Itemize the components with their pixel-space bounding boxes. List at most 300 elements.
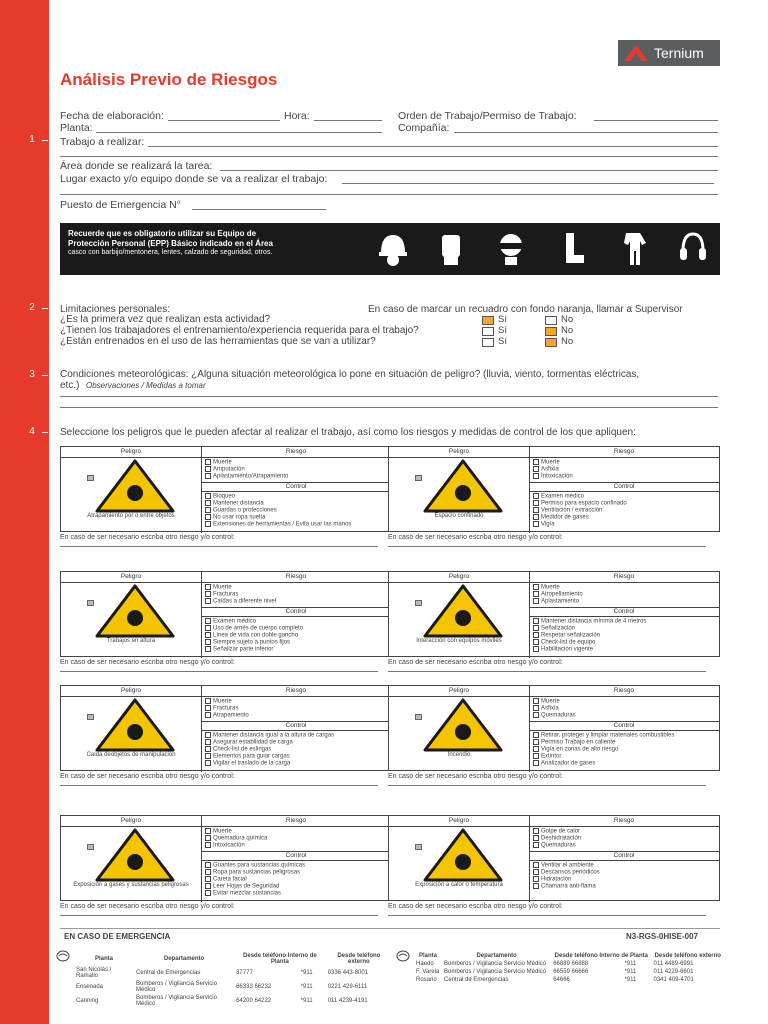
control-item[interactable]	[533, 883, 596, 890]
control-item[interactable]	[533, 507, 602, 514]
epp-banner	[60, 223, 720, 275]
otro-riesgo-input[interactable]	[60, 915, 378, 916]
control-item[interactable]	[205, 618, 256, 625]
coverall-icon	[618, 231, 648, 267]
control-label: Check-list de eslingas	[213, 746, 272, 753]
page-title: Análisis Previo de Riesgos	[60, 70, 278, 89]
riesgo-label: Asfixia	[541, 705, 559, 712]
control-label: Careta facial	[213, 876, 247, 883]
question-3: ¿Están entrenados en el uso de las herramientas que se van a utilizar?	[60, 336, 376, 347]
column-divider	[529, 816, 530, 902]
riesgo-header: Riesgo	[613, 448, 635, 455]
hazard-name: Exposición a gases y sustancias peligrosas	[73, 882, 189, 888]
riesgo-label: Quemaduras	[541, 842, 576, 849]
control-item[interactable]	[205, 507, 277, 514]
control-item[interactable]	[205, 869, 300, 876]
logo-mark-icon	[622, 43, 650, 63]
riesgo-checkbox[interactable]	[205, 598, 211, 604]
hazard-name: Interacción con equipos móviles	[416, 638, 502, 644]
control-checkbox[interactable]	[205, 500, 211, 506]
control-checkbox[interactable]	[533, 514, 539, 520]
table-cell: Bomberos / Vigilancia Servicio Médico	[136, 981, 217, 993]
table-cell: *911	[300, 998, 313, 1004]
hazard-warning-sign-icon	[95, 828, 175, 882]
riesgo-item[interactable]	[533, 598, 579, 605]
column-divider	[201, 447, 202, 533]
control-checkbox[interactable]	[533, 876, 539, 882]
planta-input[interactable]	[96, 132, 382, 133]
boots-icon	[558, 231, 588, 267]
riesgo-item[interactable]	[205, 705, 238, 712]
hora-input[interactable]	[314, 120, 382, 121]
table-cell: Haedo	[416, 961, 434, 967]
control-label: Examen médico	[213, 618, 257, 625]
meteo-obs-label: Observaciones / Medidas a tomar	[86, 381, 206, 390]
control-item[interactable]	[533, 500, 627, 507]
control-label: Uso de arnés de cuerpo completo	[213, 625, 304, 632]
table-header-cell: Departamento	[476, 953, 517, 959]
hazard-checkbox[interactable]	[87, 475, 94, 481]
control-item[interactable]	[205, 521, 351, 528]
otro-riesgo-label: En caso de ser necesario escriba otro riesgo y/o control:	[388, 659, 563, 666]
riesgo-checkbox[interactable]	[533, 466, 539, 472]
control-checkbox[interactable]	[533, 639, 539, 645]
control-checkbox[interactable]	[205, 876, 211, 882]
section-tick	[42, 140, 48, 141]
hazard-warning-sign-icon	[423, 698, 503, 752]
section-number-4: 4	[29, 426, 35, 437]
riesgo-label: Atrapamiento	[213, 712, 249, 719]
hazard-warning-sign-icon	[423, 584, 503, 638]
control-checkbox[interactable]	[533, 625, 539, 631]
ear-protection-icon	[678, 231, 708, 267]
table-row	[74, 994, 392, 1008]
control-item[interactable]	[205, 890, 281, 897]
control-header: Control	[285, 722, 307, 729]
control-checkbox[interactable]	[533, 732, 539, 738]
riesgo-checkbox[interactable]	[205, 584, 211, 590]
control-label: Mantener distancia mínima de 4 metros	[541, 618, 647, 625]
riesgo-checkbox[interactable]	[205, 466, 211, 472]
control-checkbox[interactable]	[533, 862, 539, 868]
riesgo-checkbox[interactable]	[205, 459, 211, 465]
riesgo-item[interactable]	[533, 842, 576, 849]
emergency-title: EN CASO DE EMERGENCIA	[64, 932, 171, 941]
q3-si-checkbox[interactable]	[482, 338, 494, 347]
hazard-block	[60, 685, 392, 771]
table-cell: 011 4229-6601	[653, 969, 694, 975]
control-checkbox[interactable]	[533, 632, 539, 638]
riesgo-item[interactable]	[205, 584, 232, 591]
control-label: Bloqueo	[213, 493, 236, 500]
control-checkbox[interactable]	[205, 521, 211, 527]
table-header-cell: Desde teléfono Interno de Planta	[554, 953, 649, 959]
control-header: Control	[285, 852, 307, 859]
left-red-bar	[0, 0, 49, 1024]
control-checkbox[interactable]	[205, 739, 211, 745]
hazard-checkbox[interactable]	[415, 475, 422, 481]
column-divider	[529, 447, 530, 533]
control-label: Leer Hojas de Seguridad	[213, 883, 280, 890]
control-header: Control	[613, 722, 635, 729]
control-item[interactable]	[533, 862, 594, 869]
control-checkbox[interactable]	[205, 493, 211, 499]
table-cell: 0221 429-6111	[327, 984, 368, 990]
riesgo-header: Riesgo	[613, 687, 635, 694]
control-divider	[529, 616, 719, 617]
hazard-block	[60, 571, 392, 657]
control-checkbox[interactable]	[205, 862, 211, 868]
q1-no-checkbox[interactable]	[545, 316, 557, 325]
orden-input[interactable]	[594, 120, 718, 121]
riesgo-checkbox[interactable]	[533, 705, 539, 711]
riesgo-item[interactable]	[205, 828, 232, 835]
control-item[interactable]	[533, 639, 595, 646]
otro-riesgo-input[interactable]	[60, 785, 378, 786]
lugar-input-2[interactable]	[60, 194, 718, 195]
section-tick	[42, 308, 48, 309]
table-header-cell: Planta	[94, 956, 113, 962]
control-checkbox[interactable]	[533, 646, 539, 652]
control-label: Chamarra anti-flama	[541, 883, 596, 890]
riesgo-item[interactable]	[533, 712, 576, 719]
control-item[interactable]	[205, 646, 273, 653]
meteo-etc: etc.)	[60, 380, 80, 391]
phone-icon	[56, 950, 70, 962]
riesgo-item[interactable]	[205, 591, 238, 598]
table-cell: Rosario	[416, 977, 437, 983]
control-checkbox[interactable]	[205, 753, 211, 759]
limitaciones-title: Limitaciones personales:	[60, 304, 171, 315]
peligro-header: Peligro	[120, 448, 142, 455]
control-item[interactable]	[533, 732, 674, 739]
control-label: Mantener distancia	[213, 500, 264, 507]
control-checkbox[interactable]	[205, 618, 211, 624]
question-2: ¿Tienen los trabajadores el entrenamiento/experiencia requerida para el trabajo?	[60, 325, 419, 336]
planta-label: Planta:	[60, 122, 93, 134]
control-checkbox[interactable]	[533, 739, 539, 745]
control-checkbox[interactable]	[533, 883, 539, 889]
control-checkbox[interactable]	[533, 507, 539, 513]
otro-riesgo-input[interactable]	[60, 546, 378, 547]
riesgo-checkbox[interactable]	[205, 842, 211, 848]
section-tick	[42, 375, 48, 376]
riesgo-checkbox[interactable]	[205, 698, 211, 704]
question-1: ¿Es la primera vez que realizan esta actividad?	[60, 314, 271, 325]
document-code: N3-RGS-0HISE-007	[626, 932, 699, 941]
control-item[interactable]	[533, 760, 595, 767]
riesgo-item[interactable]	[205, 698, 232, 705]
riesgo-label: Intoxicación	[541, 473, 573, 480]
control-checkbox[interactable]	[205, 639, 211, 645]
riesgo-checkbox[interactable]	[205, 705, 211, 711]
trabajo-input[interactable]	[148, 146, 718, 147]
header-divider	[61, 826, 391, 827]
hazard-name: Incendio	[447, 752, 471, 758]
hazard-checkbox[interactable]	[87, 714, 94, 720]
riesgo-label: Quemadura química	[213, 835, 268, 842]
control-item[interactable]	[533, 493, 584, 500]
trabajo-input-2[interactable]	[60, 156, 718, 157]
area-label: Área donde se realizará la tarea:	[60, 160, 213, 172]
riesgo-item[interactable]	[205, 466, 245, 473]
control-item[interactable]	[205, 746, 271, 753]
otro-riesgo-label: En caso de ser necesario escriba otro riesgo y/o control:	[60, 534, 235, 541]
q3-no-checkbox[interactable]	[545, 338, 557, 347]
control-item[interactable]	[205, 632, 298, 639]
riesgo-item[interactable]	[533, 705, 559, 712]
table-cell: 64666	[553, 977, 570, 983]
puesto-input[interactable]	[192, 209, 326, 210]
control-label: Analizador de gases	[541, 760, 596, 767]
control-item[interactable]	[205, 862, 305, 869]
control-label: Hidratación	[541, 876, 572, 883]
control-checkbox[interactable]	[205, 890, 211, 896]
table-row	[414, 968, 724, 976]
riesgo-checkbox[interactable]	[533, 828, 539, 834]
control-label: Guantes para sustancias químicas	[213, 862, 306, 869]
control-label: Extintor	[541, 753, 562, 760]
fecha-input[interactable]	[168, 120, 280, 121]
control-checkbox[interactable]	[533, 618, 539, 624]
riesgo-header: Riesgo	[285, 817, 307, 824]
table-cell: *911	[300, 984, 313, 990]
otro-riesgo-input[interactable]	[60, 671, 378, 672]
compania-label: Compañía:	[398, 122, 450, 134]
riesgo-label: Intoxicación	[213, 842, 245, 849]
riesgo-checkbox[interactable]	[205, 828, 211, 834]
riesgo-checkbox[interactable]	[533, 584, 539, 590]
control-checkbox[interactable]	[205, 507, 211, 513]
control-item[interactable]	[205, 732, 334, 739]
control-label: Evitar mezclar sustancias	[213, 890, 282, 897]
hazard-checkbox[interactable]	[415, 844, 422, 850]
riesgo-item[interactable]	[533, 473, 573, 480]
meteo-input-1[interactable]	[60, 396, 718, 397]
header-divider	[61, 696, 391, 697]
riesgo-label: Caídas a diferente nivel	[213, 598, 277, 605]
control-label: Respetar señalización	[541, 632, 601, 639]
control-checkbox[interactable]	[533, 869, 539, 875]
riesgo-item[interactable]	[533, 466, 559, 473]
riesgo-label: Quemaduras	[541, 712, 576, 719]
control-header: Control	[613, 852, 635, 859]
hazard-checkbox[interactable]	[415, 600, 422, 606]
epp-line-3: casco con barbijo/mentonera, lentes, calzado de seguridad, otros.	[68, 249, 273, 256]
riesgo-checkbox[interactable]	[205, 473, 211, 479]
peligros-intro: Seleccione los peligros que le pueden afectar al realizar el trabajo, así como los riesgos y medidas de control de los que apliquen:	[60, 427, 636, 438]
table-header-cell: Desde teléfono externo	[654, 953, 721, 959]
q1-si-checkbox[interactable]	[482, 316, 494, 325]
control-item[interactable]	[205, 493, 235, 500]
q3-si-label: Sí	[498, 336, 507, 347]
control-checkbox[interactable]	[205, 746, 211, 752]
control-checkbox[interactable]	[205, 632, 211, 638]
riesgo-checkbox[interactable]	[205, 835, 211, 841]
compania-input[interactable]	[454, 132, 718, 133]
control-label: Línea de vida con doble gancho	[213, 632, 299, 639]
control-label: Habilitación vigente	[541, 646, 594, 653]
control-item[interactable]	[205, 625, 303, 632]
table-cell: 64200 64222	[236, 998, 272, 1004]
riesgo-item[interactable]	[533, 459, 560, 466]
riesgo-label: Muerte	[541, 698, 560, 705]
control-header: Control	[285, 483, 307, 490]
control-item[interactable]	[205, 739, 293, 746]
hazard-block	[388, 446, 720, 532]
control-checkbox[interactable]	[533, 521, 539, 527]
lugar-label: Lugar exacto y/o equipo donde se va a realizar el trabajo:	[60, 173, 328, 185]
control-checkbox[interactable]	[533, 493, 539, 499]
hazard-name: Trabajos en altura	[106, 638, 156, 644]
control-checkbox[interactable]	[205, 869, 211, 875]
riesgo-item[interactable]	[533, 835, 581, 842]
control-label: Ropa para sustancias peligrosas	[213, 869, 301, 876]
otro-riesgo-input[interactable]	[388, 915, 706, 916]
peligro-header: Peligro	[448, 687, 470, 694]
peligro-header: Peligro	[448, 448, 470, 455]
trabajo-label: Trabajo a realizar:	[60, 136, 145, 148]
riesgo-checkbox[interactable]	[205, 712, 211, 718]
riesgo-checkbox[interactable]	[533, 835, 539, 841]
section-number-3: 3	[29, 369, 35, 380]
control-checkbox[interactable]	[205, 760, 211, 766]
hazard-checkbox[interactable]	[87, 844, 94, 850]
riesgo-item[interactable]	[205, 712, 249, 719]
control-checkbox[interactable]	[205, 625, 211, 631]
control-item[interactable]	[533, 876, 571, 883]
table-cell: *911	[624, 969, 637, 975]
phone-icon	[396, 950, 410, 962]
control-label: No usar ropa suelta	[213, 514, 266, 521]
riesgo-item[interactable]	[533, 698, 560, 705]
control-divider	[201, 860, 391, 861]
riesgo-item[interactable]	[533, 584, 560, 591]
logo-text: Ternium	[654, 45, 704, 61]
control-item[interactable]	[533, 625, 575, 632]
peligro-header: Peligro	[120, 573, 142, 580]
control-item[interactable]	[533, 514, 589, 521]
control-label: Vigía en zonas de alto riesgo	[541, 746, 619, 753]
riesgo-label: Fracturas	[213, 705, 239, 712]
riesgo-item[interactable]	[205, 459, 232, 466]
control-item[interactable]	[205, 760, 290, 767]
table-cell: 0341 409-4701	[653, 977, 694, 983]
column-divider	[201, 572, 202, 658]
control-label: Permiso Trabajo en caliente	[541, 739, 616, 746]
control-item[interactable]	[533, 618, 646, 625]
otro-riesgo-input[interactable]	[388, 785, 706, 786]
table-cell: 011 4239-4191	[327, 998, 368, 1004]
q2-si-checkbox[interactable]	[482, 327, 494, 336]
column-divider	[529, 572, 530, 658]
control-item[interactable]	[533, 632, 600, 639]
control-item[interactable]	[205, 876, 247, 883]
riesgo-item[interactable]	[205, 842, 245, 849]
control-item[interactable]	[533, 646, 593, 653]
hazard-warning-sign-icon	[95, 698, 175, 752]
riesgo-checkbox[interactable]	[533, 598, 539, 604]
header-divider	[389, 457, 719, 458]
riesgo-checkbox[interactable]	[533, 473, 539, 479]
otro-riesgo-label: En caso de ser necesario escriba otro riesgo y/o control:	[60, 773, 235, 780]
header-divider	[61, 582, 391, 583]
riesgo-checkbox[interactable]	[533, 698, 539, 704]
table-cell: 66889 66888	[553, 961, 589, 967]
control-label: Retirar, proteger y limpiar materiales combustibles	[541, 732, 675, 739]
control-item[interactable]	[205, 883, 279, 890]
riesgo-item[interactable]	[205, 598, 276, 605]
riesgo-label: Fracturas	[213, 591, 239, 598]
control-item[interactable]	[205, 753, 290, 760]
control-item[interactable]	[205, 514, 265, 521]
control-label: Permiso para espacio confinado	[541, 500, 627, 507]
riesgo-checkbox[interactable]	[205, 591, 211, 597]
table-cell: 0336 443-8001	[327, 970, 369, 976]
control-checkbox[interactable]	[533, 500, 539, 506]
epp-line-2: Protección Personal (EPP) Básico indicado en el Área	[68, 239, 273, 248]
riesgo-item[interactable]	[205, 473, 288, 480]
riesgo-item[interactable]	[205, 835, 267, 842]
control-checkbox[interactable]	[533, 753, 539, 759]
riesgo-checkbox[interactable]	[533, 712, 539, 718]
hazard-name: Espacio confinado	[434, 513, 484, 519]
riesgo-item[interactable]	[533, 591, 583, 598]
table-cell: Bomberos / Vigilancia Servicio Médico	[444, 969, 546, 975]
hora-label: Hora:	[284, 110, 310, 122]
riesgo-checkbox[interactable]	[533, 459, 539, 465]
riesgo-label: Amputación	[213, 466, 245, 473]
control-item[interactable]	[533, 753, 561, 760]
control-checkbox[interactable]	[205, 646, 211, 652]
control-item[interactable]	[533, 739, 615, 746]
header-divider	[389, 826, 719, 827]
riesgo-label: Atropellamiento	[541, 591, 583, 598]
table-cell: San Nicolás / Ramallo	[76, 967, 112, 979]
table-cell: F. Varela	[416, 969, 440, 975]
q3-no-label: No	[561, 336, 574, 347]
control-label: Check-list de equipo	[541, 639, 596, 646]
q2-no-checkbox[interactable]	[545, 327, 557, 336]
hazard-checkbox[interactable]	[87, 600, 94, 606]
hazard-block	[60, 446, 392, 532]
table-cell: *911	[624, 977, 637, 983]
q2-no-label: No	[561, 325, 574, 336]
otro-riesgo-input[interactable]	[388, 546, 706, 547]
lugar-input[interactable]	[342, 183, 714, 184]
hazard-checkbox[interactable]	[415, 714, 422, 720]
control-item[interactable]	[533, 746, 618, 753]
riesgo-label: Deshidratación	[541, 835, 582, 842]
riesgo-header: Riesgo	[285, 573, 307, 580]
control-checkbox[interactable]	[533, 746, 539, 752]
control-checkbox[interactable]	[533, 760, 539, 766]
control-checkbox[interactable]	[205, 514, 211, 520]
control-item[interactable]	[205, 639, 290, 646]
control-item[interactable]	[533, 521, 555, 528]
control-checkbox[interactable]	[205, 883, 211, 889]
riesgo-item[interactable]	[533, 828, 580, 835]
riesgo-checkbox[interactable]	[533, 591, 539, 597]
control-item[interactable]	[205, 500, 264, 507]
control-checkbox[interactable]	[205, 732, 211, 738]
otro-riesgo-label: En caso de ser necesario escriba otro riesgo y/o control:	[60, 659, 235, 666]
control-item[interactable]	[533, 869, 600, 876]
riesgo-checkbox[interactable]	[533, 842, 539, 848]
area-input[interactable]	[220, 170, 718, 171]
meteo-input-2[interactable]	[60, 407, 718, 408]
otro-riesgo-input[interactable]	[388, 671, 706, 672]
